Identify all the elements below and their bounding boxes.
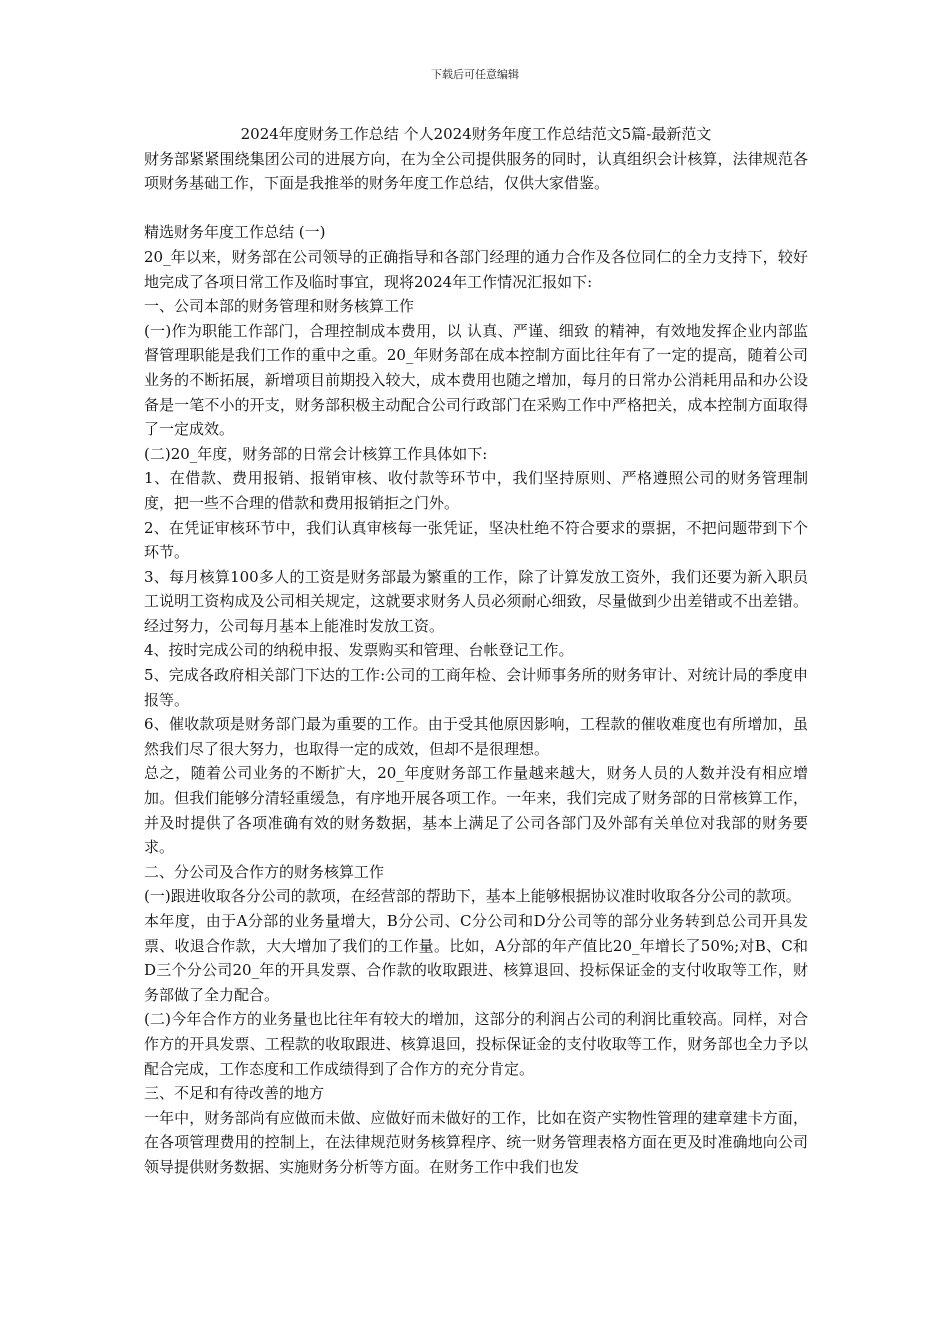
list-item: 4、按时完成公司的纳税申报、发票购买和管理、台帐登记工作。 (144, 641, 574, 660)
page-header-note: 下载后可任意编辑 (431, 68, 519, 81)
intro-paragraph: 财务部紧紧围绕集团公司的进展方向，在为全公司提供服务的同时，认真组织会计核算，法律规范各项财务基础工作，下面是我推举的财务年度工作总结，仅供大家借鉴。 (144, 149, 808, 193)
paragraph: 总之，随着公司业务的不断扩大，20_年度财务部工作量越来越大，财务人员的人数并没有相应增加。但我们能够分清轻重缓急，有序地开展各项工作。一年来，我们完成了财务部的日常核算工作，并及时提供了各项准确有效的财务数据，基本上满足了公司各部门及外部有关单位对我部的财务要求。 (144, 764, 808, 857)
paragraph: 20_年以来，财务部在公司领导的正确指导和各部门经理的通力合作及各位同仁的全力支持下，较好地完成了各项日常工作及临时事宜，现将2024年工作情况汇报如下: (144, 247, 808, 291)
document-title: 2024年度财务工作总结 个人2024财务年度工作总结范文5篇-最新范文 (240, 125, 712, 143)
list-item: 3、每月核算100多人的工资是财务部最为繁重的工作，除了计算发放工资外，我们还要为新入职员工说明工资构成及公司相关规定，这就要求财务人员必须耐心细致，尽量做到少出差错或不出差错。经过努力，公司每月基本上能准时发放工资。 (144, 567, 808, 635)
section-heading: 三、不足和有待改善的地方 (144, 1084, 325, 1103)
section-heading: 二、分公司及合作方的财务核算工作 (144, 862, 385, 881)
blank-line (144, 196, 808, 221)
list-item: 1、在借款、费用报销、报销审核、收付款等环节中，我们坚持原则、严格遵照公司的财务管理制度，把一些不合理的借款和费用报销拒之门外。 (144, 469, 808, 512)
list-item: 5、完成各政府相关部门下达的工作:公司的工商年检、会计师事务所的财务审计、对统计局的季度申报等。 (144, 666, 808, 709)
section-heading: 精选财务年度工作总结 (一) (144, 223, 326, 242)
list-item: 6、催收款项是财务部门最为重要的工作。由于受其他原因影响，工程款的催收难度也有所增加，虽然我们尽了很大努力，也取得一定的成效，但却不是很理想。 (144, 715, 808, 758)
list-item: 2、在凭证审核环节中，我们认真审核每一张凭证，坚决杜绝不符合要求的票据，不把问题带到下个环节。 (144, 518, 808, 562)
paragraph: 一年中，财务部尚有应做而未做、应做好而未做好的工作，比如在资产实物性管理的建章建卡方面，在各项管理费用的控制上，在法律规范财务核算程序、统一财务管理表格方面在更及时准确地向公司领导提供财务数据、实施财务分析等方面。在财务工作中我们也发 (144, 1108, 808, 1176)
paragraph: 本年度，由于A分部的业务量增大，B分公司、C分公司和D分公司等的部分业务转到总公司开具发票、收退合作款，大大增加了我们的工作量。比如，A分部的年产值比20_年增长了50%;对B、C和D三个分公司20_年的开具发票、合作款的收取跟进、核算退回、投标保证金的支付收取等工作，财务部做了全力配合。 (144, 912, 808, 1004)
section-heading: 一、公司本部的财务管理和财务核算工作 (144, 297, 415, 316)
paragraph: (一)作为职能工作部门，合理控制成本费用，以 认真、严谨、细致 的精神，有效地发挥企业内部监督管理职能是我们工作的重中之重。20_年财务部在成本控制方面比往年有了一定的提高，随着公司业务的不断拓展，新增项目前期投入较大，成本费用也随之增加，每月的日常办公消耗用品和办公设备是一笔不小的开支，财务部积极主动配合公司行政部门在采购工作中严格把关，成本控制方面取得了一定成效。 (144, 321, 808, 439)
paragraph: (二)20_年度，财务部的日常会计核算工作具体如下: (144, 444, 488, 463)
paragraph: (二)今年合作方的业务量也比往年有较大的增加，这部分的利润占公司的利润比重较高。同样，对合作方的开具发票、工程款的收取跟进、核算退回，投标保证金的支付收取等工作，财务部也全力予以配合完成，工作态度和工作成绩得到了合作方的充分肯定。 (144, 1010, 808, 1078)
paragraph: (一)跟进收取各分公司的款项，在经营部的帮助下，基本上能够根据协议准时收取各分公司的款项。 (144, 887, 801, 906)
document-body (144, 122, 808, 1180)
